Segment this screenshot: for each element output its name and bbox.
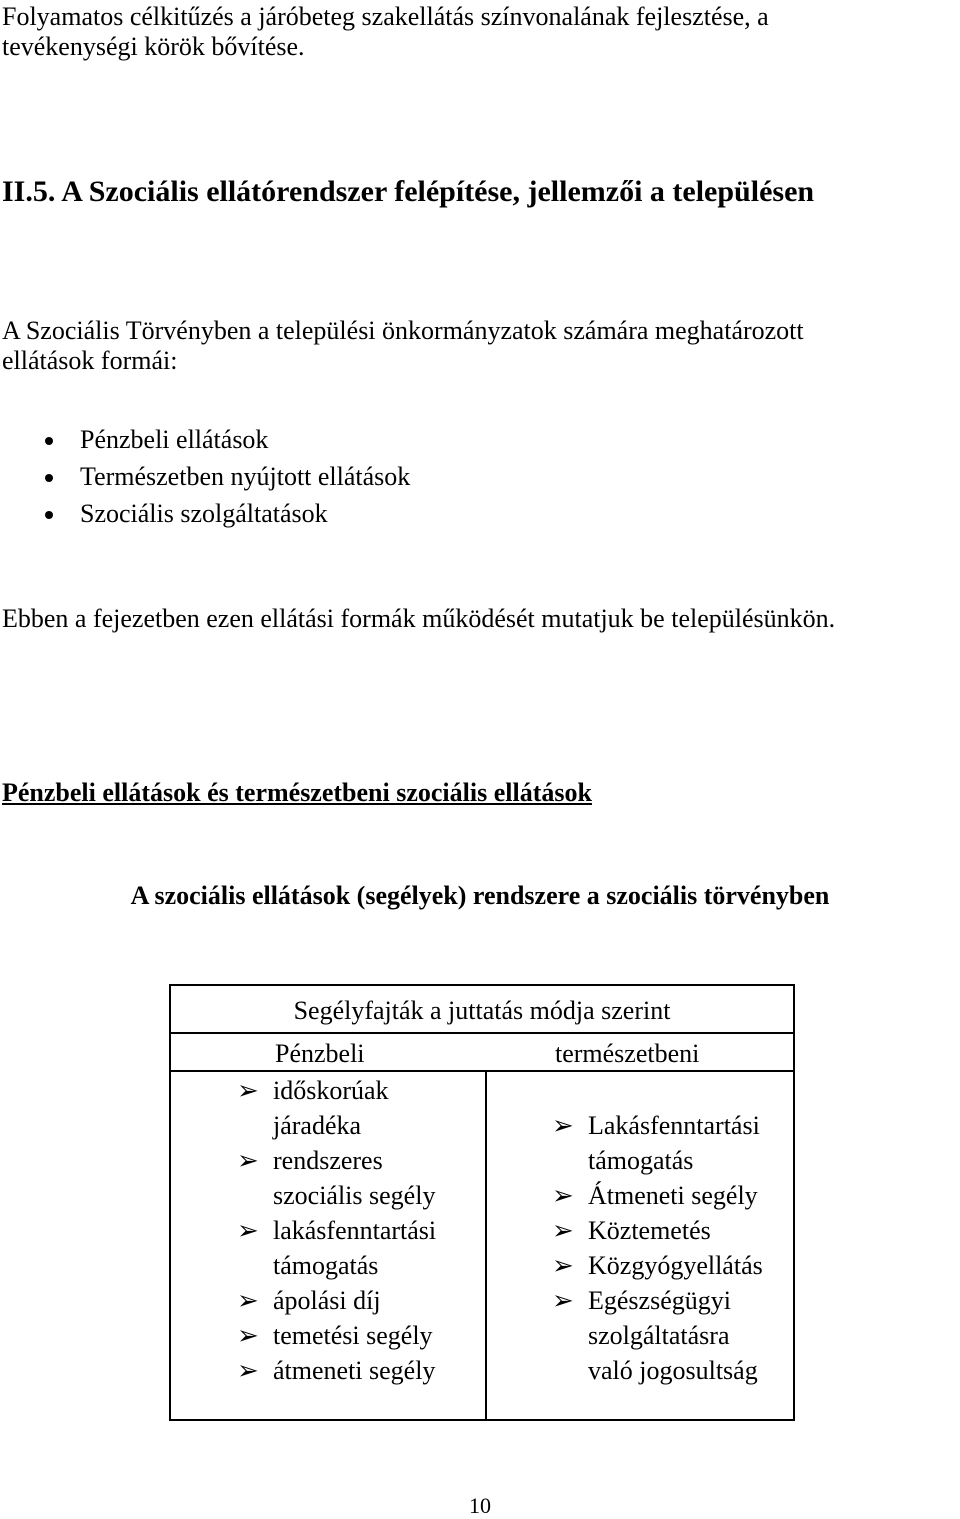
table-list-item	[552, 1213, 763, 1248]
table-list-item-line: támogatás	[273, 1251, 379, 1280]
column-header-in-kind: természetbeni	[555, 1039, 700, 1068]
benefits-table	[169, 984, 795, 1421]
bullet-item: Pénzbeli ellátások	[80, 425, 410, 462]
table-list-item-line: járadéka	[273, 1111, 362, 1140]
para1-line-2: ellátások formái:	[2, 346, 178, 375]
intro-line-2: tevékenységi körök bővítése.	[2, 32, 305, 61]
arrow-bullet-icon: ➢	[552, 1181, 574, 1210]
bullet-item: Természetben nyújtott ellátások	[80, 462, 410, 499]
arrow-bullet-icon: ➢	[237, 1321, 259, 1350]
page-number: 10	[469, 1493, 491, 1518]
intro-paragraph	[2, 2, 769, 62]
table-list-item	[552, 1108, 763, 1178]
table-list-item-line: átmeneti segély	[273, 1356, 436, 1385]
arrow-bullet-icon: ➢	[237, 1286, 259, 1315]
column-header-cash: Pénzbeli	[275, 1039, 365, 1068]
table-list-item	[552, 1178, 763, 1213]
arrow-bullet-icon: ➢	[552, 1286, 574, 1315]
table-list-item	[237, 1318, 436, 1353]
table-list-item-line: rendszeres	[273, 1146, 383, 1175]
table-caption: Segélyfajták a juttatás módja szerint	[293, 996, 671, 1025]
table-divider	[171, 1032, 793, 1034]
intro-line-1: Folyamatos célkitűzés a járóbeteg szakellátás színvonalának fejlesztése, a	[2, 2, 769, 31]
table-list-item-line: időskorúak	[273, 1076, 389, 1105]
arrow-bullet-icon: ➢	[237, 1146, 259, 1175]
table-list-item-line: ápolási díj	[273, 1286, 381, 1315]
in-kind-benefits-list	[552, 1108, 763, 1388]
table-list-item	[237, 1143, 436, 1213]
arrow-bullet-icon: ➢	[552, 1111, 574, 1140]
table-list-item-line: Átmeneti segély	[588, 1181, 758, 1210]
arrow-bullet-icon: ➢	[237, 1076, 259, 1105]
table-list-item	[552, 1248, 763, 1283]
bullet-item: Szociális szolgáltatások	[80, 499, 410, 536]
table-list-item-line: Köztemetés	[588, 1216, 711, 1245]
table-list-item-line: szociális segély	[273, 1181, 436, 1210]
table-list-item	[552, 1283, 763, 1388]
arrow-bullet-icon: ➢	[552, 1251, 574, 1280]
section-heading: II.5. A Szociális ellátórendszer felépítése, jellemzői a településen	[2, 175, 815, 208]
column-divider	[485, 1070, 487, 1419]
table-title: A szociális ellátások (segélyek) rendszere a szociális törvényben	[130, 881, 830, 910]
table-list-item	[237, 1213, 436, 1283]
chapter-intro-paragraph: Ebben a fejezetben ezen ellátási formák működését mutatjuk be településünkön.	[2, 604, 836, 633]
table-list-item	[237, 1283, 436, 1318]
table-list-item-line: Lakásfenntartási	[588, 1111, 760, 1140]
table-list-item-line: való jogosultság	[588, 1356, 758, 1385]
table-list-item-line: lakásfenntartási	[273, 1216, 437, 1245]
table-divider	[171, 1070, 793, 1072]
table-list-item-line: szolgáltatásra	[588, 1321, 730, 1350]
table-list-item-line: Közgyógyellátás	[588, 1251, 763, 1280]
table-list-item	[237, 1353, 436, 1388]
table-list-item-line: temetési segély	[273, 1321, 433, 1350]
para1-line-1: A Szociális Törvényben a települési önkormányzatok számára meghatározott	[2, 316, 804, 345]
arrow-bullet-icon: ➢	[237, 1356, 259, 1385]
arrow-bullet-icon: ➢	[552, 1216, 574, 1245]
table-list-item-line: Egészségügyi	[588, 1286, 731, 1315]
arrow-bullet-icon: ➢	[237, 1216, 259, 1245]
table-list-item-line: támogatás	[588, 1146, 694, 1175]
cash-benefits-list	[237, 1073, 436, 1388]
subsection-heading: Pénzbeli ellátások és természetbeni szociális ellátások	[2, 778, 592, 807]
forms-bullet-list	[80, 425, 410, 536]
table-list-item	[237, 1073, 436, 1143]
intro-forms-paragraph	[2, 316, 804, 376]
